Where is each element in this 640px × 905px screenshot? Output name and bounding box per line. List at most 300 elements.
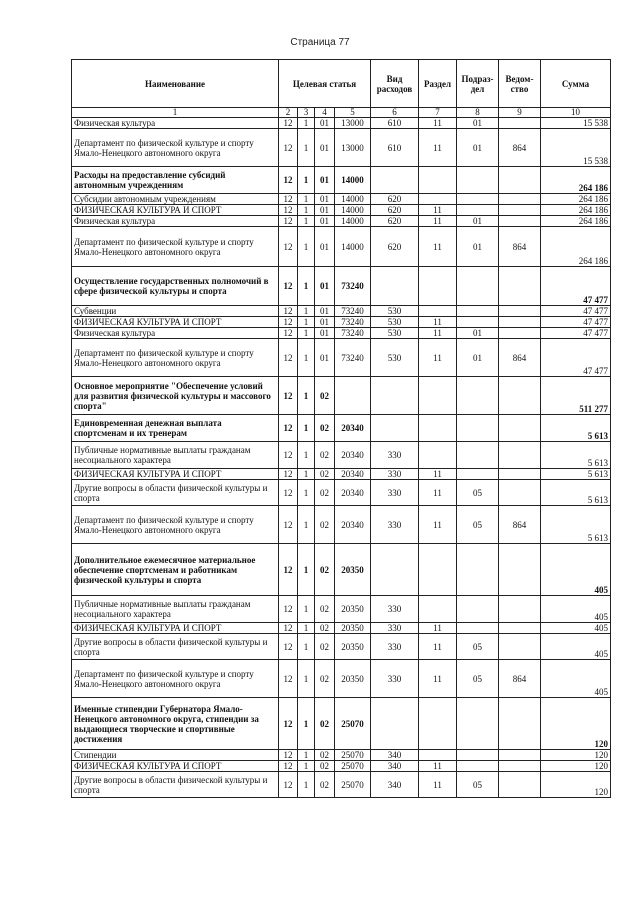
target-code-3-cell: 02 [315, 772, 335, 798]
target-code-4-cell: 73240 [335, 328, 371, 339]
subsection-cell [457, 317, 499, 328]
target-code-1-cell: 12 [279, 339, 298, 377]
section-cell: 11 [419, 129, 457, 167]
page-number-header: Страница 77 [290, 37, 350, 48]
department-cell: 864 [499, 506, 541, 544]
subsection-cell [457, 267, 499, 306]
table-row [72, 750, 611, 761]
target-code-1-cell: 12 [279, 596, 298, 623]
target-code-1-cell: 12 [279, 761, 298, 772]
target-code-1-cell: 12 [279, 328, 298, 339]
target-code-1-cell: 12 [279, 377, 298, 415]
department-cell [499, 772, 541, 798]
row-name-cell: ФИЗИЧЕСКАЯ КУЛЬТУРА И СПОРТ [72, 317, 279, 328]
subsection-cell: 05 [457, 506, 499, 544]
section-cell [419, 596, 457, 623]
row-name-cell: Расходы на предоставление субсидий автономным учреждениям [72, 167, 279, 194]
expense-type-cell [371, 267, 419, 306]
expense-type-cell [371, 415, 419, 442]
target-code-2-cell: 1 [298, 750, 315, 761]
table-row [72, 118, 611, 129]
expense-type-cell: 530 [371, 317, 419, 328]
target-code-4-cell: 25070 [335, 772, 371, 798]
header-target-article: Целевая статья [279, 60, 371, 108]
section-cell [419, 377, 457, 415]
target-code-2-cell: 1 [298, 129, 315, 167]
target-code-4-cell: 20340 [335, 469, 371, 480]
target-code-3-cell: 02 [315, 750, 335, 761]
target-code-3-cell: 01 [315, 267, 335, 306]
target-code-3-cell: 02 [315, 506, 335, 544]
sum-cell: 5 613 [541, 415, 611, 442]
target-code-2-cell: 1 [298, 761, 315, 772]
expense-type-cell: 330 [371, 442, 419, 469]
target-code-3-cell: 02 [315, 596, 335, 623]
target-code-2-cell: 1 [298, 442, 315, 469]
target-code-3-cell: 01 [315, 317, 335, 328]
section-cell: 11 [419, 634, 457, 660]
target-code-4-cell: 20350 [335, 660, 371, 698]
expense-type-cell: 620 [371, 205, 419, 216]
section-cell: 11 [419, 480, 457, 506]
table-row [72, 634, 611, 660]
row-name-cell: Основное мероприятие "Обеспечение условий для развития физической культуры и массового спорта" [72, 377, 279, 415]
department-cell [499, 267, 541, 306]
column-number: 4 [315, 108, 335, 118]
target-code-4-cell: 25070 [335, 750, 371, 761]
row-name-cell: ФИЗИЧЕСКАЯ КУЛЬТУРА И СПОРТ [72, 469, 279, 480]
section-cell: 11 [419, 660, 457, 698]
expense-type-cell [371, 698, 419, 750]
target-code-1-cell: 12 [279, 442, 298, 469]
section-cell [419, 442, 457, 469]
sum-cell: 5 613 [541, 442, 611, 469]
target-code-4-cell: 14000 [335, 227, 371, 267]
subsection-cell [457, 596, 499, 623]
section-cell [419, 415, 457, 442]
subsection-cell: 05 [457, 772, 499, 798]
row-name-cell: Публичные нормативные выплаты гражданам несоциального характера [72, 596, 279, 623]
header-sum: Сумма [541, 60, 611, 108]
row-name-cell: Субвенции [72, 306, 279, 317]
department-cell [499, 167, 541, 194]
department-cell [499, 634, 541, 660]
department-cell [499, 623, 541, 634]
target-code-3-cell: 02 [315, 660, 335, 698]
target-code-3-cell: 02 [315, 469, 335, 480]
sum-cell: 5 613 [541, 480, 611, 506]
subsection-cell [457, 377, 499, 415]
department-cell [499, 377, 541, 415]
target-code-2-cell: 1 [298, 480, 315, 506]
expense-type-cell: 610 [371, 129, 419, 167]
row-name-cell: Департамент по физической культуре и спорту Ямало-Ненецкого автономного округа [72, 129, 279, 167]
table-row [72, 596, 611, 623]
subsection-cell: 01 [457, 129, 499, 167]
sum-cell: 264 186 [541, 194, 611, 205]
sum-cell: 405 [541, 544, 611, 596]
subsection-cell [457, 469, 499, 480]
column-number-row [72, 108, 611, 118]
target-code-1-cell: 12 [279, 698, 298, 750]
target-code-3-cell: 01 [315, 194, 335, 205]
department-cell [499, 328, 541, 339]
section-cell: 11 [419, 118, 457, 129]
target-code-1-cell: 12 [279, 660, 298, 698]
table-row [72, 227, 611, 267]
target-code-1-cell: 12 [279, 167, 298, 194]
expense-type-cell: 620 [371, 216, 419, 227]
expense-type-cell: 330 [371, 480, 419, 506]
section-cell: 11 [419, 623, 457, 634]
column-number: 3 [298, 108, 315, 118]
target-code-1-cell: 12 [279, 267, 298, 306]
department-cell [499, 761, 541, 772]
table-row [72, 698, 611, 750]
subsection-cell: 01 [457, 118, 499, 129]
target-code-3-cell: 01 [315, 129, 335, 167]
sum-cell: 264 186 [541, 216, 611, 227]
target-code-4-cell: 20350 [335, 634, 371, 660]
column-number: 6 [371, 108, 419, 118]
target-code-4-cell: 73240 [335, 267, 371, 306]
section-cell [419, 544, 457, 596]
target-code-3-cell: 01 [315, 118, 335, 129]
table-row [72, 216, 611, 227]
header-subsection: Подраз-дел [457, 60, 499, 108]
department-cell: 864 [499, 227, 541, 267]
department-cell [499, 442, 541, 469]
department-cell [499, 216, 541, 227]
subsection-cell [457, 194, 499, 205]
sum-cell: 47 477 [541, 306, 611, 317]
target-code-3-cell: 02 [315, 415, 335, 442]
department-cell [499, 415, 541, 442]
target-code-2-cell: 1 [298, 698, 315, 750]
row-name-cell: Департамент по физической культуре и спорту Ямало-Ненецкого автономного округа [72, 227, 279, 267]
expense-type-cell: 330 [371, 596, 419, 623]
section-cell [419, 167, 457, 194]
table-row [72, 339, 611, 377]
target-code-2-cell: 1 [298, 634, 315, 660]
target-code-2-cell: 1 [298, 415, 315, 442]
subsection-cell [457, 761, 499, 772]
expense-type-cell: 330 [371, 506, 419, 544]
target-code-1-cell: 12 [279, 216, 298, 227]
sum-cell: 120 [541, 761, 611, 772]
target-code-3-cell: 01 [315, 227, 335, 267]
target-code-3-cell: 02 [315, 544, 335, 596]
sum-cell: 47 477 [541, 267, 611, 306]
section-cell [419, 750, 457, 761]
table-row [72, 480, 611, 506]
subsection-cell: 01 [457, 339, 499, 377]
sum-cell: 5 613 [541, 506, 611, 544]
expense-type-cell: 330 [371, 634, 419, 660]
row-name-cell: Физическая культура [72, 328, 279, 339]
department-cell [499, 750, 541, 761]
row-name-cell: Другие вопросы в области физической культуры и спорта [72, 480, 279, 506]
department-cell: 864 [499, 129, 541, 167]
expense-type-cell: 610 [371, 118, 419, 129]
row-name-cell: Дополнительное ежемесячное материальное обеспечение спортсменам и работникам физической культуры и спорта [72, 544, 279, 596]
target-code-4-cell: 20340 [335, 480, 371, 506]
department-cell [499, 317, 541, 328]
target-code-2-cell: 1 [298, 772, 315, 798]
department-cell: 864 [499, 339, 541, 377]
target-code-4-cell: 13000 [335, 118, 371, 129]
sum-cell: 405 [541, 634, 611, 660]
sum-cell: 120 [541, 750, 611, 761]
column-number: 10 [541, 108, 611, 118]
column-number: 5 [335, 108, 371, 118]
target-code-4-cell: 73240 [335, 317, 371, 328]
sum-cell: 120 [541, 772, 611, 798]
target-code-1-cell: 12 [279, 506, 298, 544]
section-cell: 11 [419, 216, 457, 227]
target-code-4-cell: 73240 [335, 339, 371, 377]
target-code-3-cell: 01 [315, 339, 335, 377]
column-number: 8 [457, 108, 499, 118]
row-name-cell: ФИЗИЧЕСКАЯ КУЛЬТУРА И СПОРТ [72, 205, 279, 216]
target-code-3-cell: 02 [315, 623, 335, 634]
target-code-4-cell: 14000 [335, 167, 371, 194]
target-code-1-cell: 12 [279, 306, 298, 317]
target-code-3-cell: 01 [315, 328, 335, 339]
target-code-2-cell: 1 [298, 267, 315, 306]
department-cell [499, 469, 541, 480]
expense-type-cell: 530 [371, 328, 419, 339]
expense-type-cell: 530 [371, 306, 419, 317]
department-cell [499, 698, 541, 750]
subsection-cell [457, 698, 499, 750]
row-name-cell: Физическая культура [72, 118, 279, 129]
section-cell: 11 [419, 328, 457, 339]
table-row [72, 442, 611, 469]
row-name-cell: Департамент по физической культуре и спорту Ямало-Ненецкого автономного округа [72, 339, 279, 377]
row-name-cell: Осуществление государственных полномочий в сфере физической культуры и спорта [72, 267, 279, 306]
subsection-cell [457, 750, 499, 761]
sum-cell: 264 186 [541, 205, 611, 216]
subsection-cell: 01 [457, 227, 499, 267]
target-code-2-cell: 1 [298, 216, 315, 227]
table-row [72, 317, 611, 328]
target-code-1-cell: 12 [279, 750, 298, 761]
target-code-1-cell: 12 [279, 194, 298, 205]
subsection-cell [457, 167, 499, 194]
table-row [72, 623, 611, 634]
section-cell: 11 [419, 205, 457, 216]
target-code-1-cell: 12 [279, 544, 298, 596]
department-cell [499, 544, 541, 596]
expense-type-cell: 340 [371, 761, 419, 772]
target-code-2-cell: 1 [298, 377, 315, 415]
subsection-cell [457, 544, 499, 596]
target-code-2-cell: 1 [298, 317, 315, 328]
row-name-cell: ФИЗИЧЕСКАЯ КУЛЬТУРА И СПОРТ [72, 761, 279, 772]
target-code-2-cell: 1 [298, 596, 315, 623]
department-cell [499, 480, 541, 506]
table-body [72, 118, 611, 798]
table-row [72, 328, 611, 339]
sum-cell: 47 477 [541, 328, 611, 339]
sum-cell: 405 [541, 596, 611, 623]
expense-type-cell: 330 [371, 623, 419, 634]
target-code-3-cell: 02 [315, 698, 335, 750]
table-row [72, 267, 611, 306]
target-code-1-cell: 12 [279, 317, 298, 328]
department-cell [499, 205, 541, 216]
target-code-1-cell: 12 [279, 227, 298, 267]
subsection-cell: 01 [457, 216, 499, 227]
table-row [72, 415, 611, 442]
section-cell: 11 [419, 761, 457, 772]
target-code-2-cell: 1 [298, 623, 315, 634]
target-code-4-cell: 20340 [335, 442, 371, 469]
table-row [72, 761, 611, 772]
target-code-2-cell: 1 [298, 544, 315, 596]
sum-cell: 47 477 [541, 317, 611, 328]
expense-type-cell: 330 [371, 469, 419, 480]
department-cell [499, 194, 541, 205]
row-name-cell: Другие вопросы в области физической культуры и спорта [72, 772, 279, 798]
target-code-2-cell: 1 [298, 205, 315, 216]
target-code-4-cell: 20350 [335, 544, 371, 596]
subsection-cell: 05 [457, 660, 499, 698]
target-code-4-cell: 25070 [335, 761, 371, 772]
subsection-cell: 05 [457, 480, 499, 506]
column-number: 2 [279, 108, 298, 118]
header-expense-type: Вид расходов [371, 60, 419, 108]
sum-cell: 264 186 [541, 227, 611, 267]
target-code-2-cell: 1 [298, 339, 315, 377]
target-code-2-cell: 1 [298, 328, 315, 339]
expense-type-cell [371, 544, 419, 596]
target-code-2-cell: 1 [298, 660, 315, 698]
target-code-1-cell: 12 [279, 634, 298, 660]
target-code-1-cell: 12 [279, 772, 298, 798]
section-cell [419, 194, 457, 205]
target-code-2-cell: 1 [298, 167, 315, 194]
target-code-4-cell: 25070 [335, 698, 371, 750]
table-row [72, 167, 611, 194]
column-number: 9 [499, 108, 541, 118]
department-cell: 864 [499, 660, 541, 698]
table-row [72, 772, 611, 798]
row-name-cell: Именные стипендии Губернатора Ямало-Ненецкого автономного округа, стипендии за выдающиеся творческие и спортивные достижения [72, 698, 279, 750]
row-name-cell: Физическая культура [72, 216, 279, 227]
target-code-2-cell: 1 [298, 506, 315, 544]
target-code-3-cell: 02 [315, 761, 335, 772]
target-code-1-cell: 12 [279, 129, 298, 167]
section-cell: 11 [419, 227, 457, 267]
sum-cell: 15 538 [541, 118, 611, 129]
section-cell: 11 [419, 506, 457, 544]
expense-type-cell: 330 [371, 660, 419, 698]
table-row [72, 194, 611, 205]
target-code-4-cell: 13000 [335, 129, 371, 167]
row-name-cell: Единовременная денежная выплата спортсменам и их тренерам [72, 415, 279, 442]
budget-table [71, 59, 611, 798]
subsection-cell [457, 205, 499, 216]
target-code-3-cell: 01 [315, 216, 335, 227]
sum-cell: 405 [541, 660, 611, 698]
column-number: 1 [72, 108, 279, 118]
sum-cell: 511 277 [541, 377, 611, 415]
target-code-4-cell: 20340 [335, 506, 371, 544]
section-cell: 11 [419, 469, 457, 480]
target-code-4-cell: 14000 [335, 205, 371, 216]
target-code-3-cell: 01 [315, 205, 335, 216]
table-row [72, 544, 611, 596]
target-code-2-cell: 1 [298, 306, 315, 317]
table-row [72, 469, 611, 480]
section-cell [419, 698, 457, 750]
sum-cell: 120 [541, 698, 611, 750]
section-cell: 11 [419, 317, 457, 328]
table-row [72, 377, 611, 415]
department-cell [499, 118, 541, 129]
section-cell [419, 267, 457, 306]
target-code-3-cell: 02 [315, 377, 335, 415]
target-code-3-cell: 02 [315, 442, 335, 469]
target-code-3-cell: 02 [315, 634, 335, 660]
target-code-2-cell: 1 [298, 118, 315, 129]
target-code-2-cell: 1 [298, 227, 315, 267]
row-name-cell: ФИЗИЧЕСКАЯ КУЛЬТУРА И СПОРТ [72, 623, 279, 634]
header-section: Раздел [419, 60, 457, 108]
table-row [72, 506, 611, 544]
target-code-4-cell: 20340 [335, 415, 371, 442]
target-code-4-cell: 14000 [335, 194, 371, 205]
target-code-3-cell: 02 [315, 480, 335, 506]
table-row [72, 660, 611, 698]
subsection-cell: 01 [457, 328, 499, 339]
expense-type-cell [371, 167, 419, 194]
expense-type-cell: 620 [371, 194, 419, 205]
department-cell [499, 596, 541, 623]
target-code-2-cell: 1 [298, 469, 315, 480]
section-cell: 11 [419, 772, 457, 798]
target-code-3-cell: 01 [315, 306, 335, 317]
target-code-4-cell: 14000 [335, 216, 371, 227]
row-name-cell: Субсидии автономным учреждениям [72, 194, 279, 205]
expense-type-cell: 620 [371, 227, 419, 267]
table-row [72, 306, 611, 317]
subsection-cell [457, 306, 499, 317]
column-number: 7 [419, 108, 457, 118]
target-code-1-cell: 12 [279, 480, 298, 506]
section-cell: 11 [419, 339, 457, 377]
department-cell [499, 306, 541, 317]
target-code-4-cell: 20350 [335, 596, 371, 623]
expense-type-cell: 340 [371, 772, 419, 798]
subsection-cell [457, 442, 499, 469]
table-row [72, 205, 611, 216]
sum-cell: 15 538 [541, 129, 611, 167]
row-name-cell: Другие вопросы в области физической культуры и спорта [72, 634, 279, 660]
row-name-cell: Департамент по физической культуре и спорту Ямало-Ненецкого автономного округа [72, 660, 279, 698]
header-department: Ведом-ство [499, 60, 541, 108]
target-code-2-cell: 1 [298, 194, 315, 205]
target-code-4-cell [335, 377, 371, 415]
target-code-1-cell: 12 [279, 469, 298, 480]
row-name-cell: Публичные нормативные выплаты гражданам несоциального характера [72, 442, 279, 469]
table-row [72, 129, 611, 167]
table-header-row [72, 60, 611, 108]
expense-type-cell: 530 [371, 339, 419, 377]
subsection-cell [457, 623, 499, 634]
